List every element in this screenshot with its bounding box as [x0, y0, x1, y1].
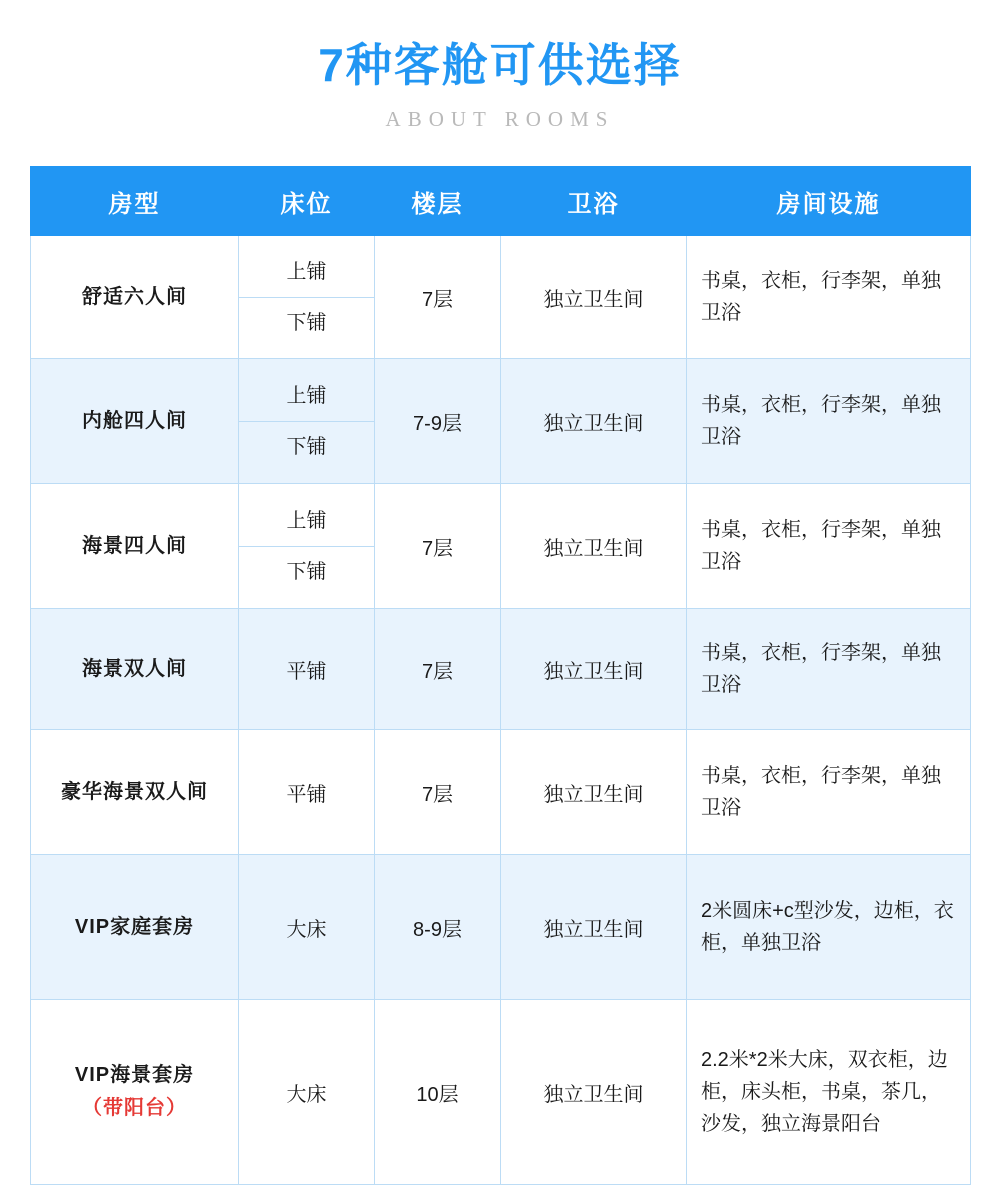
- cell-facilities: 书桌，衣柜，行李架，单独卫浴: [687, 484, 971, 609]
- page-title: 7种客舱可供选择: [318, 39, 682, 91]
- table-row: [31, 484, 971, 609]
- table-row: [31, 609, 971, 730]
- page-header: [0, 0, 1000, 132]
- column-header-facilities: 房间设施: [687, 167, 971, 236]
- cell-floor: 10层: [375, 1000, 501, 1185]
- cell-bed: [239, 359, 375, 484]
- page-subtitle: ABOUT ROOMS: [385, 107, 615, 132]
- cell-facilities: 书桌，衣柜，行李架，单独卫浴: [687, 359, 971, 484]
- bed-upper: 上铺: [239, 247, 374, 298]
- cell-room-type: 豪华海景双人间: [31, 730, 239, 855]
- column-header-room-type: 房型: [31, 167, 239, 236]
- bed-lower: 下铺: [286, 560, 327, 583]
- cell-floor: 7-9层: [375, 359, 501, 484]
- cell-bed: 平铺: [239, 609, 375, 730]
- cell-floor: 7层: [375, 730, 501, 855]
- cell-bathroom: 独立卫生间: [501, 1000, 687, 1185]
- table-row: [31, 855, 971, 1000]
- column-header-floor: 楼层: [375, 167, 501, 236]
- cell-bathroom: 独立卫生间: [501, 855, 687, 1000]
- table-header-row: [31, 167, 971, 236]
- room-type-note: （带阳台）: [82, 1097, 187, 1120]
- cell-bed: [239, 484, 375, 609]
- cell-facilities: 2米圆床+c型沙发，边柜，衣柜，单独卫浴: [687, 855, 971, 1000]
- cell-room-type: 海景四人间: [31, 484, 239, 609]
- room-table-container: [30, 166, 970, 1185]
- column-header-bed: 床位: [239, 167, 375, 236]
- cell-bed: 大床: [239, 1000, 375, 1185]
- column-header-bathroom: 卫浴: [501, 167, 687, 236]
- cell-floor: 7层: [375, 484, 501, 609]
- bed-upper: 上铺: [239, 496, 374, 547]
- bed-lower: 下铺: [286, 435, 327, 458]
- room-types-table: [30, 166, 971, 1185]
- cell-room-type: VIP家庭套房: [31, 855, 239, 1000]
- cell-bed: 大床: [239, 855, 375, 1000]
- cell-bathroom: 独立卫生间: [501, 609, 687, 730]
- cell-floor: 8-9层: [375, 855, 501, 1000]
- table-row: [31, 1000, 971, 1185]
- table-header: [31, 167, 971, 236]
- cell-room-type: 内舱四人间: [31, 359, 239, 484]
- cell-floor: 7层: [375, 236, 501, 359]
- cell-room-type: 舒适六人间: [31, 236, 239, 359]
- cell-facilities: 书桌，衣柜，行李架，单独卫浴: [687, 236, 971, 359]
- bed-upper: 上铺: [239, 371, 374, 422]
- cell-facilities: 2.2米*2米大床，双衣柜，边柜，床头柜，书桌，茶几，沙发，独立海景阳台: [687, 1000, 971, 1185]
- bed-lower: 下铺: [286, 311, 327, 334]
- cell-bed: [239, 236, 375, 359]
- cell-room-type: [31, 1000, 239, 1185]
- cell-bathroom: 独立卫生间: [501, 730, 687, 855]
- table-row: [31, 359, 971, 484]
- cell-bed: 平铺: [239, 730, 375, 855]
- cell-facilities: 书桌，衣柜，行李架，单独卫浴: [687, 730, 971, 855]
- cell-room-type: 海景双人间: [31, 609, 239, 730]
- table-body: [31, 236, 971, 1185]
- table-row: [31, 730, 971, 855]
- room-type-label: VIP海景套房: [74, 1064, 195, 1087]
- cell-bathroom: 独立卫生间: [501, 236, 687, 359]
- cell-bathroom: 独立卫生间: [501, 484, 687, 609]
- cell-bathroom: 独立卫生间: [501, 359, 687, 484]
- cell-facilities: 书桌，衣柜，行李架，单独卫浴: [687, 609, 971, 730]
- cell-floor: 7层: [375, 609, 501, 730]
- table-row: [31, 236, 971, 359]
